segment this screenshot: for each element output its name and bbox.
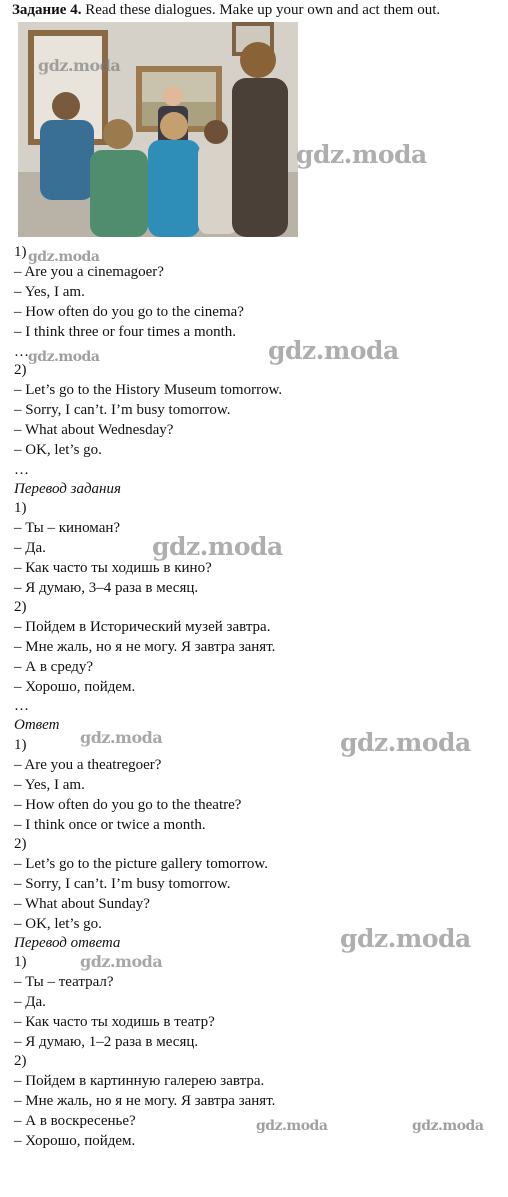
translation-task-line: – А в среду? xyxy=(14,659,94,675)
dialogue2-number: 2) xyxy=(14,362,27,378)
answer-heading: Ответ xyxy=(14,717,60,733)
dialogue1-line: – Are you a cinemagoer? xyxy=(14,264,164,280)
watermark: gdz.moda xyxy=(152,532,283,561)
watermark: gdz.moda xyxy=(412,1118,484,1134)
task-title xyxy=(12,2,440,19)
dialogue2-line: – Let’s go to the History Museum tomorrow. xyxy=(14,382,283,398)
translation-answer-line: – Да. xyxy=(14,994,46,1010)
dialogue1-line: – I think three or four times a month. xyxy=(14,324,237,340)
translation-answer-number: 1) xyxy=(14,954,27,970)
watermark: gdz.moda xyxy=(38,56,121,75)
translation-answer-line: – Мне жаль, но я не могу. Я завтра занят. xyxy=(14,1093,276,1109)
answer-line: – Sorry, I can’t. I’m busy tomorrow. xyxy=(14,876,231,892)
answer-line: – Let’s go to the picture gallery tomorrow. xyxy=(14,856,268,872)
answer-number: 1) xyxy=(14,737,27,753)
translation-task-number: 2) xyxy=(14,599,27,615)
translation-task-number: 1) xyxy=(14,500,27,516)
translation-task-line: – Как часто ты ходишь в кино? xyxy=(14,560,212,576)
watermark: gdz.moda xyxy=(80,952,163,971)
dialogue2-line: – What about Wednesday? xyxy=(14,422,174,438)
translation-answer-line: – Хорошо, пойдем. xyxy=(14,1133,136,1149)
museum-photo xyxy=(18,22,298,237)
answer-line: – How often do you go to the theatre? xyxy=(14,797,242,813)
translation-task-line: – Я думаю, 3–4 раза в месяц. xyxy=(14,580,199,596)
translation-task-ellipsis: … xyxy=(14,698,29,714)
translation-answer-number: 2) xyxy=(14,1053,27,1069)
watermark: gdz.moda xyxy=(268,336,399,365)
task-instruction: Read these dialogues. Make up your own and act them out. xyxy=(81,2,441,18)
translation-task-line: – Да. xyxy=(14,540,46,556)
translation-answer-line: – А в воскресенье? xyxy=(14,1113,136,1129)
watermark: gdz.moda xyxy=(28,349,100,365)
translation-answer-line: – Пойдем в картинную галерею завтра. xyxy=(14,1073,265,1089)
translation-task-heading: Перевод задания xyxy=(14,481,121,497)
dialogue2-ellipsis: … xyxy=(14,462,29,478)
answer-line: – Are you a theatregoer? xyxy=(14,757,162,773)
watermark: gdz.moda xyxy=(28,249,100,265)
watermark: gdz.moda xyxy=(256,1118,328,1134)
answer-line: – OK, let’s go. xyxy=(14,916,102,932)
dialogue2-line: – OK, let’s go. xyxy=(14,442,102,458)
translation-answer-line: – Я думаю, 1–2 раза в месяц. xyxy=(14,1034,199,1050)
answer-line: – Yes, I am. xyxy=(14,777,85,793)
watermark: gdz.moda xyxy=(80,728,163,747)
translation-task-line: – Ты – киноман? xyxy=(14,520,121,536)
task-number: Задание 4. xyxy=(12,2,82,18)
watermark: gdz.moda xyxy=(340,924,471,953)
dialogue1-number: 1) xyxy=(14,244,27,260)
answer-line: – What about Sunday? xyxy=(14,896,150,912)
translation-answer-heading: Перевод ответа xyxy=(14,935,121,951)
translation-answer-line: – Как часто ты ходишь в театр? xyxy=(14,1014,215,1030)
dialogue1-line: – Yes, I am. xyxy=(14,284,85,300)
translation-task-line: – Пойдем в Исторический музей завтра. xyxy=(14,619,271,635)
translation-task-line: – Хорошо, пойдем. xyxy=(14,679,136,695)
translation-answer-line: – Ты – театрал? xyxy=(14,974,114,990)
watermark: gdz.moda xyxy=(340,728,471,757)
translation-task-line: – Мне жаль, но я не могу. Я завтра занят. xyxy=(14,639,276,655)
museum-photo-icon xyxy=(18,22,298,237)
dialogue1-line: – How often do you go to the cinema? xyxy=(14,304,244,320)
answer-number: 2) xyxy=(14,836,27,852)
answer-line: – I think once or twice a month. xyxy=(14,817,206,833)
dialogue2-line: – Sorry, I can’t. I’m busy tomorrow. xyxy=(14,402,231,418)
watermark: gdz.moda xyxy=(296,140,427,169)
dialogue1-ellipsis: … xyxy=(14,344,29,360)
